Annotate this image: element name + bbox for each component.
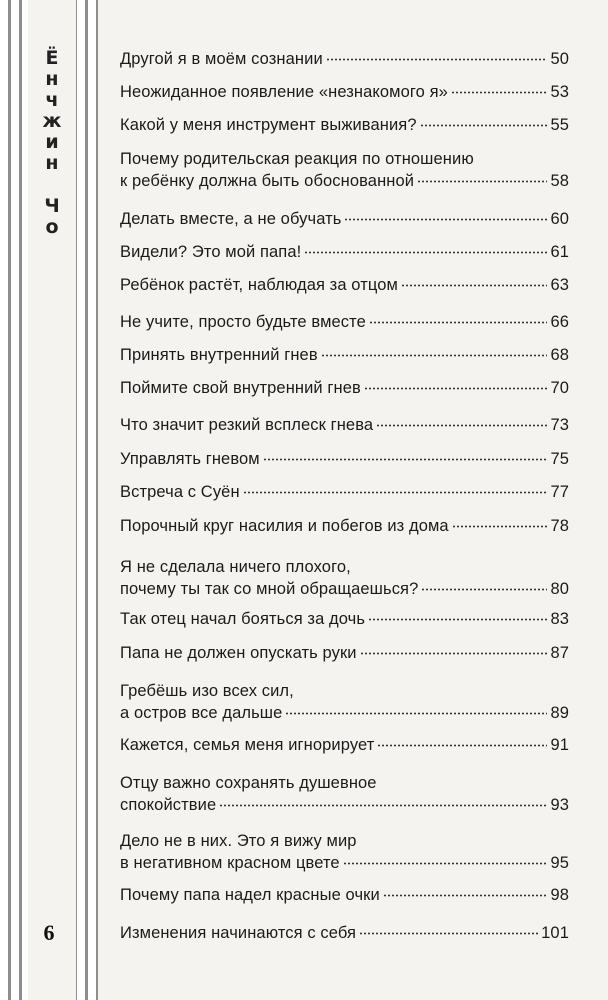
author-letter: ж — [42, 110, 62, 132]
toc-entry-title: почему ты так со мной обращаешься? — [120, 580, 419, 598]
toc-entry-title: Порочный круг насилия и побегов из дома — [120, 517, 449, 535]
toc-entry-page: 60 — [550, 210, 569, 228]
toc-entry-title: Кажется, семья меня игнорирует — [120, 736, 375, 754]
toc-entry-page: 58 — [550, 172, 569, 190]
toc-entry — [120, 680, 569, 724]
toc-entry-title: Неожиданное появление «незнакомого я» — [120, 83, 448, 101]
dot-leader — [417, 175, 547, 187]
dot-leader — [369, 316, 548, 328]
toc-entry-title: Гребёшь изо всех сил, — [120, 682, 294, 700]
toc-entry — [120, 608, 569, 630]
toc-entry — [120, 48, 569, 70]
toc-entry-title: а остров все дальше — [120, 704, 283, 722]
dot-leader — [364, 382, 548, 394]
toc-entry — [120, 448, 569, 470]
toc-entry-page: 95 — [550, 854, 569, 872]
dot-leader — [243, 486, 548, 498]
dot-leader — [219, 799, 547, 811]
dot-leader — [359, 927, 538, 939]
dot-leader — [421, 583, 547, 595]
author-letter: о — [45, 216, 59, 238]
toc-entry-page: 66 — [550, 313, 569, 331]
toc-entry-page: 93 — [550, 796, 569, 814]
toc-entry-title: Отцу важно сохранять душевное — [120, 774, 377, 792]
toc-entry-title: Дело не в них. Это я вижу мир — [120, 832, 357, 850]
toc-entry-title: Папа не должен опускать руки — [120, 644, 357, 662]
toc-entry-page: 53 — [550, 83, 569, 101]
toc-entry-title: Я не сделала ничего плохого, — [120, 558, 351, 576]
dot-leader — [368, 613, 547, 625]
dot-leader — [343, 857, 548, 869]
toc-entry-title: Видели? Это мой папа! — [120, 243, 302, 261]
toc-entry-title: Почему папа надел красные очки — [120, 886, 380, 904]
author-name-vertical — [28, 48, 76, 238]
dot-leader — [360, 647, 548, 659]
toc-entry-title: Почему родительская реакция по отношению — [120, 150, 474, 168]
toc-entry — [120, 208, 569, 230]
toc-entry-title: Ребёнок растёт, наблюдая за отцом — [120, 276, 398, 294]
toc-entry-title: Принять внутренний гнев — [120, 346, 318, 364]
toc-entry-page: 73 — [550, 416, 569, 434]
toc-entry-page: 98 — [550, 886, 569, 904]
toc-entry-page: 77 — [550, 483, 569, 501]
dot-leader — [344, 213, 547, 225]
toc-entry — [120, 922, 569, 944]
toc-entry-title: Какой у меня инструмент выживания? — [120, 116, 417, 134]
toc-entry-title: Делать вместе, а не обучать — [120, 210, 342, 228]
author-letter: Ё — [45, 47, 59, 69]
toc-entry-page: 78 — [550, 517, 569, 535]
dot-leader — [420, 119, 548, 131]
toc-entry — [120, 734, 569, 756]
toc-entry — [120, 344, 569, 366]
toc-entry — [120, 114, 569, 136]
toc-entry-title: Что значит резкий всплеск гнева — [120, 416, 374, 434]
dot-leader — [285, 707, 547, 719]
toc-entry — [120, 556, 569, 600]
toc-entry-title: Так отец начал бояться за дочь — [120, 610, 366, 628]
toc-entry — [120, 81, 569, 103]
toc-entry-page: 50 — [550, 50, 569, 68]
toc-entry-title: Управлять гневом — [120, 450, 260, 468]
toc-entry — [120, 377, 569, 399]
toc-entry — [120, 515, 569, 537]
toc-entry-title: Другой я в моём сознании — [120, 50, 323, 68]
author-letter: н — [45, 68, 59, 90]
dot-leader — [452, 520, 548, 532]
toc-entry-page: 89 — [550, 704, 569, 722]
toc-entry — [120, 830, 569, 874]
author-letter: ч — [45, 89, 59, 111]
toc-entry — [120, 148, 569, 192]
toc-entry-page: 68 — [550, 346, 569, 364]
toc-entry — [120, 241, 569, 263]
dot-leader — [263, 453, 548, 465]
toc-entry-page: 75 — [550, 450, 569, 468]
toc-entry-page: 101 — [541, 924, 569, 942]
toc-entry-title: Не учите, просто будьте вместе — [120, 313, 366, 331]
toc-entry-title: к ребёнку должна быть обоснованной — [120, 172, 415, 190]
toc-entry — [120, 481, 569, 503]
toc-entry-title: в негативном красном цвете — [120, 854, 340, 872]
toc-entry — [120, 414, 569, 436]
dot-leader — [451, 86, 548, 98]
toc-entry-page: 55 — [550, 116, 569, 134]
toc-entry-title: Поймите свой внутренний гнев — [120, 379, 361, 397]
dot-leader — [377, 739, 547, 751]
toc-entry-title: спокойствие — [120, 796, 217, 814]
toc-entry — [120, 274, 569, 296]
author-letter: Ч — [44, 195, 60, 217]
toc-entry-page: 61 — [550, 243, 569, 261]
dot-leader — [321, 349, 548, 361]
dot-leader — [376, 419, 547, 431]
toc-entry — [120, 884, 569, 906]
toc-entry-page: 91 — [550, 736, 569, 754]
toc-entry-page: 70 — [550, 379, 569, 397]
author-letter: н — [45, 152, 59, 174]
dot-leader — [383, 889, 548, 901]
toc-entry — [120, 311, 569, 333]
toc-entry-page: 80 — [550, 580, 569, 598]
toc-entry-title: Встреча с Суён — [120, 483, 240, 501]
toc-entry — [120, 642, 569, 664]
page-number: 6 — [43, 920, 55, 945]
toc-entry-page: 87 — [550, 644, 569, 662]
dot-leader — [304, 246, 547, 258]
dot-leader — [401, 279, 547, 291]
author-letter: и — [45, 131, 59, 153]
dot-leader — [326, 53, 548, 65]
toc-entry-page: 83 — [550, 610, 569, 628]
toc-entry-title: Изменения начинаются с себя — [120, 924, 357, 942]
toc-entry-page: 63 — [550, 276, 569, 294]
toc-entry — [120, 772, 569, 816]
